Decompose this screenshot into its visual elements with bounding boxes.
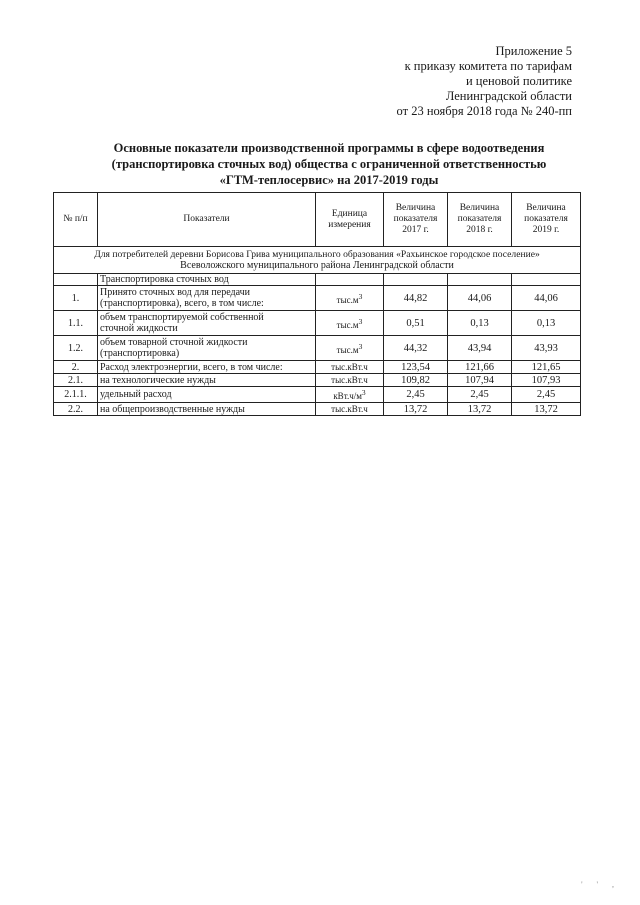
row-value-2017: 2,45 [384,387,448,403]
document-title [90,140,568,188]
table-header-row [54,193,581,247]
row-num: 2. [54,361,98,374]
row-name [98,336,316,361]
row-name-l1: Принято сточных вод для передачи [100,287,251,298]
title-line-2: (транспортировка сточных вод) обществa с ограниченной ответственностью [111,157,547,171]
row-name: на технологические нужды [98,374,316,387]
title-line-1: Основные показатели производственной программы в сфере водоотведения [113,141,545,155]
table-row [54,336,581,361]
row-unit-text: тыс.м [336,294,359,305]
col-header-2019-l2: показателя [524,214,568,224]
row-value-2017: 44,82 [384,286,448,311]
row-unit-sup: 3 [358,341,363,351]
col-header-name: Показатели [98,193,316,247]
table-row [54,311,581,336]
row-value-2019: 107,93 [512,374,581,387]
row-value-2017: 13,72 [384,403,448,416]
row-unit: тыс.кВт.ч [316,374,384,387]
row-value-2017: 123,54 [384,361,448,374]
table-row [54,286,581,311]
row-name [98,311,316,336]
appendix-date: от 23 ноября 2018 года № 240-пп [396,104,572,118]
row-value-2018: 107,94 [448,374,512,387]
section-row [54,274,581,286]
section-unit-cell [316,274,384,286]
col-header-num: № п/п [54,193,98,247]
row-num: 2.1.1. [54,387,98,403]
consumer-group-row [54,247,581,274]
section-2017-cell [384,274,448,286]
row-value-2019: 44,06 [512,286,581,311]
table-row [54,387,581,403]
col-header-2018-l1: Величина [459,203,500,213]
table-row [54,403,581,416]
row-value-2019: 0,13 [512,311,581,336]
col-header-2019-l3: 2019 г. [532,225,560,235]
col-header-2019 [512,193,581,247]
appendix-order-ref-2: и ценовой политике [465,74,572,88]
row-name: на общепроизводственные нужды [98,403,316,416]
col-header-unit [316,193,384,247]
consumer-group-cell [54,247,581,274]
row-num: 1. [54,286,98,311]
appendix-header [312,44,572,119]
row-value-2017: 109,82 [384,374,448,387]
row-unit [316,311,384,336]
row-value-2019: 121,65 [512,361,581,374]
section-2018-cell [448,274,512,286]
row-name-l2: (транспортировка), всего, в том числе: [100,298,264,309]
col-header-unit-l1: Единица [331,208,368,219]
row-num: 2.1. [54,374,98,387]
row-name [98,286,316,311]
row-num: 1.2. [54,336,98,361]
row-num: 2.2. [54,403,98,416]
row-value-2019: 43,93 [512,336,581,361]
title-line-3: «ГТМ-теплосервис» на 2017-2019 годы [219,173,439,187]
col-header-2018 [448,193,512,247]
row-name-l1: объем товарной сточной жидкости [100,337,248,348]
row-unit [316,286,384,311]
row-unit-sup: 3 [361,388,366,397]
col-header-2019-l1: Величина [526,203,566,213]
row-value-2018: 0,13 [448,311,512,336]
col-header-unit-l2: измерения [328,219,371,230]
scan-marks: ' ' , [581,880,620,889]
row-unit-text: кВт.ч/м [333,391,362,401]
row-value-2017: 0,51 [384,311,448,336]
row-value-2017: 44,32 [384,336,448,361]
row-name-l2: (транспортировка) [100,348,180,359]
col-header-2017 [384,193,448,247]
row-value-2018: 43,94 [448,336,512,361]
indicators-table [53,192,581,416]
row-value-2018: 121,66 [448,361,512,374]
row-value-2019: 13,72 [512,403,581,416]
row-name-l1: объем транспортируемой собственной [100,312,264,323]
row-name: удельный расход [98,387,316,403]
appendix-region: Ленинградской области [445,89,572,103]
row-unit-sup: 3 [358,291,363,301]
col-header-2017-l2: показателя [393,214,438,224]
row-unit-sup: 3 [358,316,363,326]
row-name: Расход электроэнергии, всего, в том числе: [98,361,316,374]
row-unit-text: тыс.м [336,344,359,355]
row-unit-text: тыс.м [336,319,359,330]
appendix-number: Приложение 5 [495,44,572,58]
consumer-group-l2: Всеволожского муниципального района Ленинградской области [180,260,454,271]
section-title: Транспортировка сточных вод [98,274,316,286]
table-row [54,374,581,387]
row-value-2018: 2,45 [448,387,512,403]
section-2019-cell [512,274,581,286]
row-unit [316,387,384,403]
section-num-cell [54,274,98,286]
col-header-2017-l3: 2017 г. [402,225,429,235]
table-row [54,361,581,374]
row-value-2018: 13,72 [448,403,512,416]
row-unit [316,336,384,361]
row-num: 1.1. [54,311,98,336]
row-unit: тыс.кВт.ч [316,403,384,416]
row-value-2019: 2,45 [512,387,581,403]
consumer-group-l1: Для потребителей деревни Борисова Грива муниципального образования «Рахьинское городское поселение» [94,249,540,260]
row-value-2018: 44,06 [448,286,512,311]
appendix-order-ref: к приказу комитета по тарифам [404,59,572,73]
col-header-2018-l3: 2018 г. [466,225,493,235]
col-header-2018-l2: показателя [457,214,502,224]
row-name-l2: сточной жидкости [100,323,178,334]
row-unit: тыс.кВт.ч [316,361,384,374]
col-header-2017-l1: Величина [395,203,436,213]
